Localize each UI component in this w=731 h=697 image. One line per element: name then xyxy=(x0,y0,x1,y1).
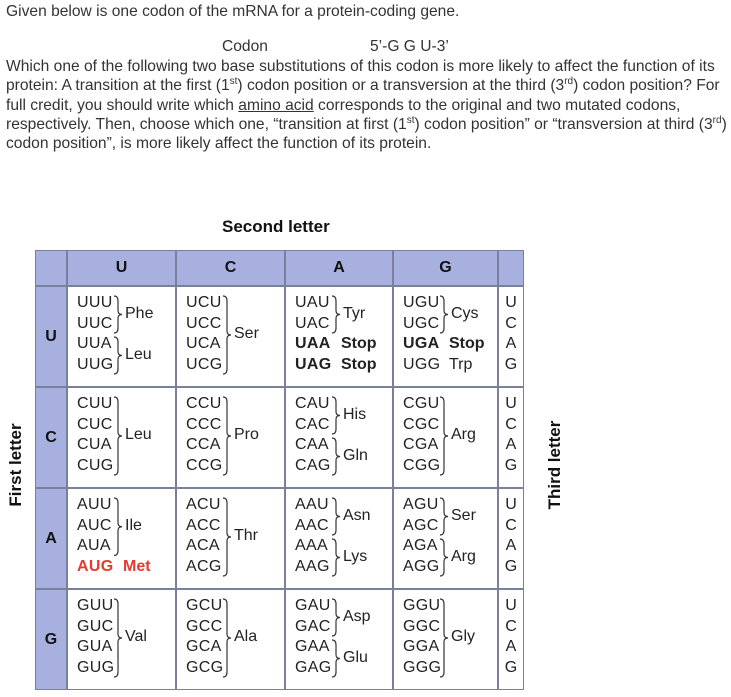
codon: AAU xyxy=(295,496,329,513)
third-letter: G xyxy=(504,355,518,373)
codon: GAC xyxy=(295,617,331,635)
amino-acid-label: Leu xyxy=(125,345,152,363)
codon: ACC xyxy=(186,516,221,534)
codon: CCA xyxy=(186,436,221,453)
header-corner xyxy=(35,250,67,286)
codon: AUG xyxy=(77,557,114,575)
codon-brace xyxy=(439,538,449,577)
codon: UGG xyxy=(403,355,441,373)
amino-acid-label: Arg xyxy=(451,547,476,565)
amino-acid-label: Glu xyxy=(343,648,368,666)
codon-brace xyxy=(113,396,123,476)
codon-brace xyxy=(439,396,449,476)
codon: CUC xyxy=(77,415,113,433)
amino-acid-label: His xyxy=(343,405,367,423)
codon: GUC xyxy=(77,617,114,635)
amino-acid-label: Ser xyxy=(234,325,259,342)
amino-acid-label: Gln xyxy=(343,446,368,464)
codon: CAC xyxy=(295,415,330,433)
codon: UUG xyxy=(77,355,114,373)
third-letter: C xyxy=(505,617,517,635)
codon: GAA xyxy=(295,638,330,655)
codon: UGC xyxy=(403,314,440,332)
amino-acid-label: Asn xyxy=(343,506,371,524)
codon: UCC xyxy=(186,314,222,332)
col-header: U xyxy=(67,250,176,286)
third-letter: C xyxy=(505,415,517,433)
codon: AGA xyxy=(403,537,438,554)
third-letter: C xyxy=(505,314,517,332)
third-letter: G xyxy=(504,456,518,474)
codon-line xyxy=(6,37,728,56)
codon: GGG xyxy=(403,658,442,676)
codon: UCG xyxy=(186,355,223,373)
amino-acid-label: Met xyxy=(123,557,151,575)
amino-acid-label: Tyr xyxy=(343,304,366,322)
codon: UCU xyxy=(186,294,222,311)
codon: GCC xyxy=(186,617,223,635)
third-letter: A xyxy=(505,436,517,453)
codon: CUA xyxy=(77,436,112,453)
codon: GUA xyxy=(77,638,113,655)
codon: UUA xyxy=(77,335,112,352)
amino-acid-label: Asp xyxy=(343,607,371,625)
row-header: U xyxy=(35,286,67,387)
codon: CGU xyxy=(403,395,440,412)
table-title: Second letter xyxy=(222,217,330,236)
amino-acid-label: Lys xyxy=(343,547,368,565)
codon-brace xyxy=(331,639,341,678)
first-letter-label: First letter xyxy=(6,423,25,507)
amino-acid-label: Ser xyxy=(451,506,476,524)
codon: CGG xyxy=(403,456,441,474)
amino-acid-label: Pro xyxy=(234,426,259,443)
amino-acid-label: Stop xyxy=(341,355,377,373)
codon: GGA xyxy=(403,638,440,655)
codon: CGC xyxy=(403,415,440,433)
codon-brace xyxy=(113,295,123,334)
codon: AUC xyxy=(77,516,112,534)
amino-acid-label: Gly xyxy=(451,628,475,645)
third-letter: A xyxy=(505,335,517,352)
codon: UAU xyxy=(295,294,330,311)
codon: GCA xyxy=(186,638,222,655)
third-letter: U xyxy=(505,496,517,513)
third-letter: A xyxy=(505,537,517,554)
codon: UUU xyxy=(77,294,113,311)
amino-acid-label: Cys xyxy=(451,304,479,322)
col-header: G xyxy=(393,250,498,286)
third-letter: A xyxy=(505,638,517,655)
codon: GCU xyxy=(186,597,223,614)
amino-acid-underlined: amino acid xyxy=(238,96,314,114)
codon-brace xyxy=(331,497,341,536)
codon: UGU xyxy=(403,294,440,311)
amino-acid-label: Ala xyxy=(234,628,258,645)
codon-brace xyxy=(331,295,341,334)
codon: UAC xyxy=(295,314,330,332)
third-letter-label: Third letter xyxy=(545,420,564,510)
third-letter: C xyxy=(505,516,517,534)
codon: GCG xyxy=(186,658,224,676)
codon: CAA xyxy=(295,436,329,453)
codon-brace xyxy=(222,497,232,577)
col-header: C xyxy=(176,250,285,286)
third-letter: U xyxy=(505,597,517,614)
codon: AGC xyxy=(403,516,439,534)
codon: CUU xyxy=(77,395,113,412)
codon: CCG xyxy=(186,456,223,474)
amino-acid-label: Ile xyxy=(125,516,142,534)
third-letter: U xyxy=(505,395,517,412)
codon: AAA xyxy=(295,537,328,554)
codon: ACA xyxy=(186,537,220,554)
row-header: G xyxy=(35,589,67,690)
question-intro: Given below is one codon of the mRNA for a protein-coding gene. xyxy=(6,3,460,20)
codon: CGA xyxy=(403,436,439,453)
codon: GGC xyxy=(403,617,441,635)
codon: GAG xyxy=(295,658,332,676)
amino-acid-label: Stop xyxy=(449,335,485,352)
codon: ACG xyxy=(186,557,222,575)
amino-acid-label: Arg xyxy=(451,426,476,443)
codon: CUG xyxy=(77,456,114,474)
codon-brace xyxy=(439,497,449,536)
row-header: C xyxy=(35,387,67,488)
codon-brace xyxy=(331,396,341,435)
codon: UUC xyxy=(77,314,113,332)
codon: UAG xyxy=(295,355,332,373)
third-letter: U xyxy=(505,294,517,311)
codon-brace xyxy=(331,538,341,577)
row-header: A xyxy=(35,488,67,589)
codon: AAG xyxy=(295,557,330,575)
question-body: Which one of the following two base substitutions of this codon is more likely to affect the function of its protein: A transition at the first (1st) codon position or a transversion at the third (3rd) codon position? For full credit, you should write which amino acid corresponds to the original and two mutated codons, respectively. Then, choose which one, “transition at first (1st) codon position” or “transversion at third (3rd) codon position”, is more likely affect the function of its protein. xyxy=(6,57,727,153)
question-text xyxy=(6,2,728,154)
codon: UGA xyxy=(403,335,440,352)
amino-acid-label: Trp xyxy=(449,355,473,373)
codon: ACU xyxy=(186,496,221,513)
amino-acid-label: Val xyxy=(125,628,147,645)
codon-brace xyxy=(113,336,123,375)
amino-acid-label: Leu xyxy=(125,426,152,443)
codon: AGU xyxy=(403,496,439,513)
amino-acid-label: Stop xyxy=(341,335,377,352)
codon: CCC xyxy=(186,415,222,433)
codon-brace xyxy=(331,598,341,637)
codon: GAU xyxy=(295,597,331,614)
codon: UAA xyxy=(295,335,331,352)
codon-sequence: 5’-G G U-3’ xyxy=(370,38,449,56)
codon-brace xyxy=(222,396,232,476)
codon: GGU xyxy=(403,597,441,614)
codon: CAG xyxy=(295,456,331,474)
codon: UCA xyxy=(186,335,221,352)
third-letter: G xyxy=(504,658,518,676)
codon-brace xyxy=(113,497,123,557)
col-header: A xyxy=(285,250,393,286)
codon-brace xyxy=(331,437,341,476)
codon: CCU xyxy=(186,395,222,412)
codon-brace xyxy=(222,295,232,375)
codon: AGG xyxy=(403,557,440,575)
codon: GUU xyxy=(77,597,114,614)
codon-brace xyxy=(439,295,449,334)
third-letter: G xyxy=(504,557,518,575)
amino-acid-label: Phe xyxy=(125,304,154,322)
codon: GUG xyxy=(77,658,115,676)
header-right xyxy=(498,250,524,286)
codon: CAU xyxy=(295,395,330,412)
codon-brace xyxy=(222,598,232,678)
codon: AUU xyxy=(77,496,112,513)
codon-label: Codon xyxy=(222,38,268,56)
codon: AAC xyxy=(295,516,329,534)
codon: AUA xyxy=(77,537,111,554)
amino-acid-label: Thr xyxy=(234,527,258,544)
codon-brace xyxy=(439,598,449,678)
codon-brace xyxy=(113,598,123,678)
